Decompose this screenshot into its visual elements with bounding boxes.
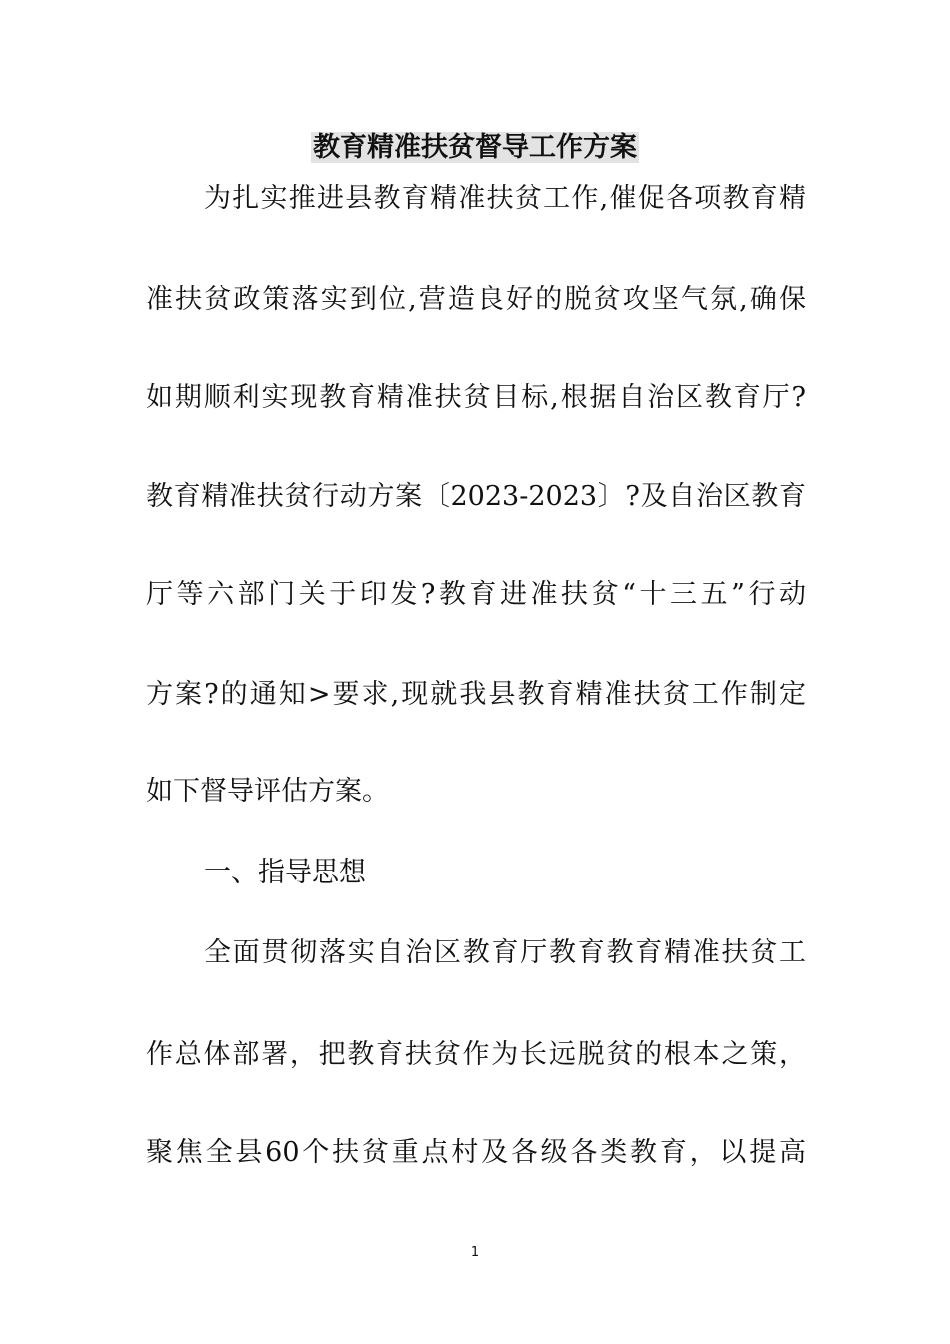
paragraph-line: 如下督导评估方案。 bbox=[146, 776, 389, 807]
page-number: 1 bbox=[470, 1245, 480, 1260]
paragraph-line: 为扎实推进县教育精准扶贫工作,催促各项教育精 bbox=[204, 183, 806, 214]
paragraph-line: 厅等六部门关于印发?教育进准扶贫“十三五”行动 bbox=[146, 579, 806, 610]
paragraph-line: 作总体部署，把教育扶贫作为长远脱贫的根本之策， bbox=[146, 1039, 806, 1070]
paragraph-line: 准扶贫政策落实到位,营造良好的脱贫攻坚气氛,确保 bbox=[146, 284, 806, 315]
document-title: 教育精准扶贫督导工作方案 bbox=[313, 132, 637, 163]
section-heading: 一、指导思想 bbox=[204, 857, 366, 888]
paragraph-line: 教育精准扶贫行动方案〔2023-2023〕?及自治区教育 bbox=[146, 481, 806, 512]
paragraph-line: 聚焦全县60个扶贫重点村及各级各类教育，以提高 bbox=[146, 1137, 806, 1168]
paragraph-line: 全面贯彻落实自治区教育厅教育教育精准扶贫工 bbox=[204, 937, 806, 968]
paragraph-line: 方案?的通知>要求,现就我县教育精准扶贫工作制定 bbox=[146, 679, 806, 710]
paragraph-line: 如期顺利实现教育精准扶贫目标,根据自治区教育厅? bbox=[146, 382, 806, 413]
